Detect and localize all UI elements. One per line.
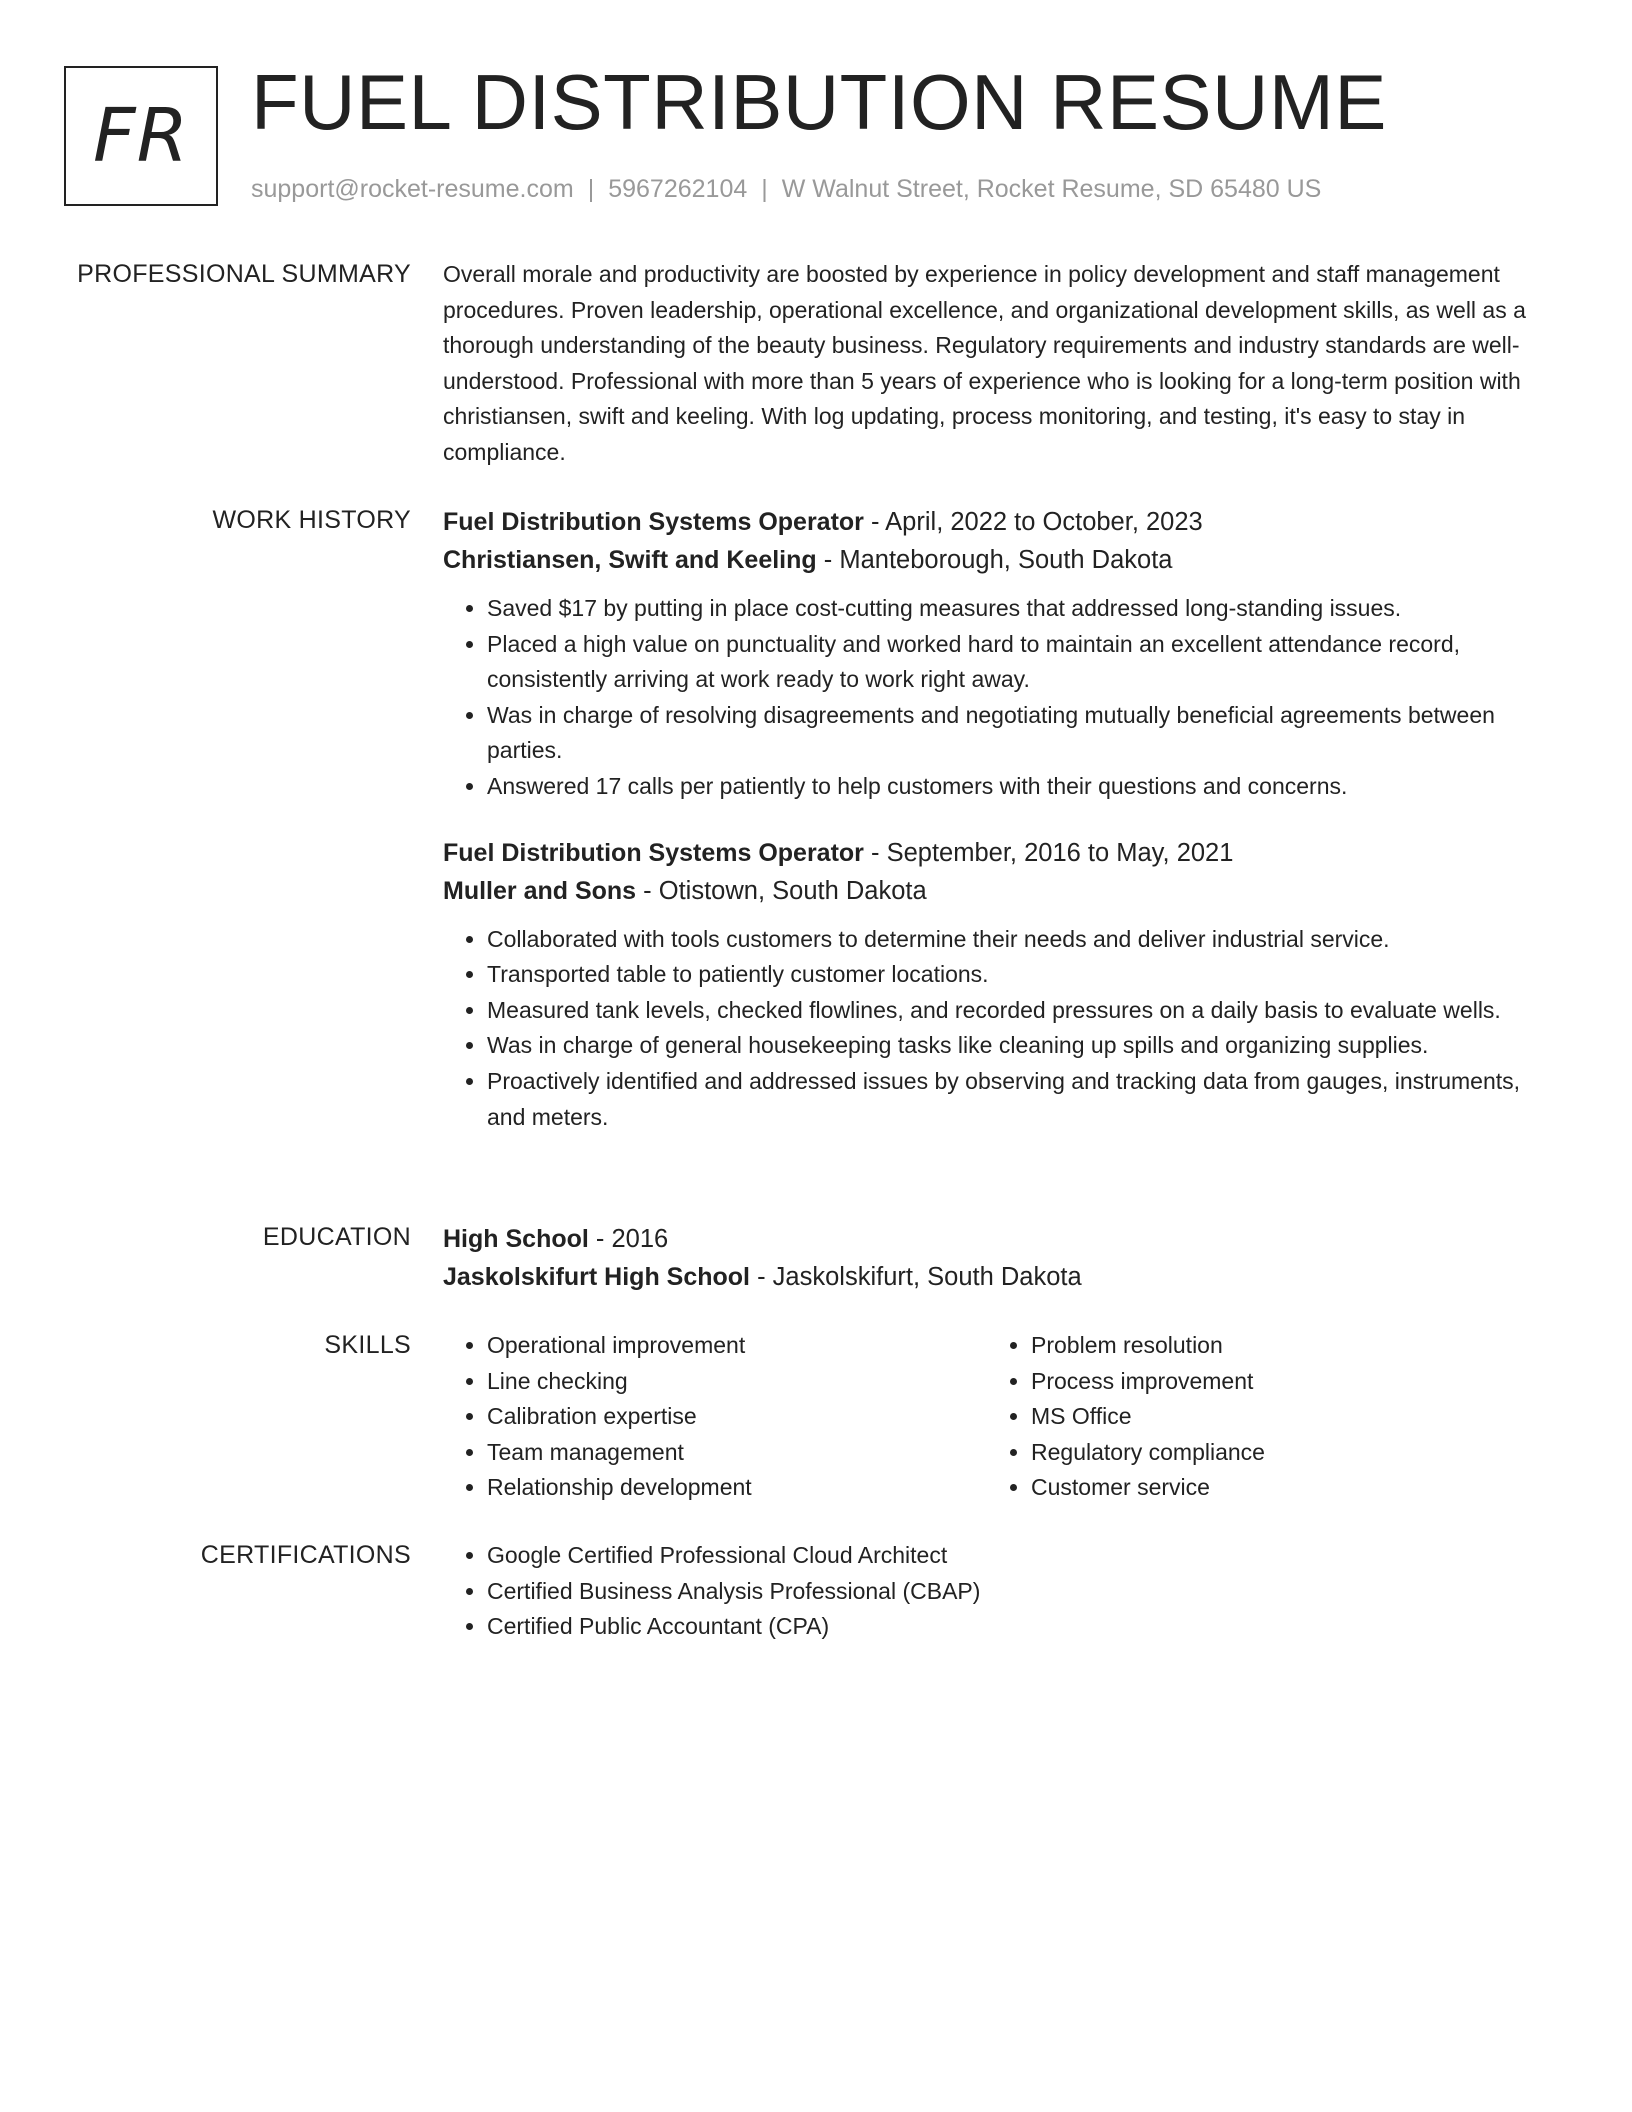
- work-history-body: [443, 503, 1563, 1135]
- education-degree-line: [443, 1220, 1563, 1258]
- job-bullet: • Collaborated with tools customers to determine their needs and deliver industrial service.: [487, 922, 1563, 958]
- job-dates: - April, 2022 to October, 2023: [863, 508, 1203, 536]
- certifications-list: [443, 1538, 1563, 1645]
- skill-item: • Regulatory compliance: [1031, 1435, 1531, 1471]
- monogram-text: FR: [93, 93, 189, 179]
- certification-item: • Google Certified Professional Cloud Architect: [487, 1538, 1563, 1574]
- certification-item: • Certified Business Analysis Professional (CBAP): [487, 1574, 1563, 1610]
- education-body: [443, 1220, 1563, 1296]
- job-title: Fuel Distribution Systems Operator: [443, 508, 864, 536]
- job-company: Christiansen, Swift and Keeling: [443, 546, 817, 574]
- job-bullet: • Saved $17 by putting in place cost-cutting measures that addressed long-standing issues.: [487, 591, 1563, 627]
- education-degree: High School: [443, 1225, 589, 1253]
- education-year: - 2016: [588, 1225, 669, 1253]
- contact-line: [251, 172, 1321, 206]
- education-school-line: [443, 1258, 1563, 1296]
- skills-grid: [443, 1328, 1563, 1506]
- education-school: Jaskolskifurt High School: [443, 1263, 751, 1291]
- skill-item: • Team management: [487, 1435, 987, 1471]
- job-bullet: • Was in charge of resolving disagreements and negotiating mutually beneficial agreements between parties.: [487, 698, 1563, 769]
- job-bullet: • Was in charge of general housekeeping tasks like cleaning up spills and organizing supplies.: [487, 1028, 1563, 1064]
- monogram-badge: [64, 66, 218, 206]
- skills-body: [443, 1328, 1563, 1506]
- job-location: - Otistown, South Dakota: [636, 876, 927, 905]
- certification-item: • Certified Public Accountant (CPA): [487, 1609, 1563, 1645]
- job-company-line: [443, 541, 1563, 579]
- job-bullet: • Proactively identified and addressed issues by observing and tracking data from gauges, instruments, and meters.: [487, 1064, 1563, 1135]
- job-company: Muller and Sons: [443, 876, 637, 905]
- skill-item: • Relationship development: [487, 1470, 987, 1506]
- education-location: - Jaskolskifurt, South Dakota: [750, 1263, 1082, 1291]
- job-location: - Manteborough, South Dakota: [816, 546, 1173, 574]
- contact-address: W Walnut Street, Rocket Resume, SD 65480 US: [781, 175, 1322, 203]
- skill-item: • Process improvement: [1031, 1364, 1531, 1400]
- job-dates: - September, 2016 to May, 2021: [863, 838, 1234, 867]
- skills-heading: SKILLS: [324, 1331, 411, 1359]
- certifications-heading: CERTIFICATIONS: [200, 1541, 411, 1569]
- summary-body: [443, 257, 1563, 471]
- skills-column-1: [443, 1328, 987, 1506]
- skill-item: • Calibration expertise: [487, 1399, 987, 1435]
- skills-column-2: [987, 1328, 1531, 1506]
- skill-item: • Problem resolution: [1031, 1328, 1531, 1364]
- job-bullet: • Placed a high value on punctuality and worked hard to maintain an excellent attendance record, consistently arriving at work ready to work right away.: [487, 627, 1563, 698]
- job-company-line: [443, 872, 1563, 910]
- job-entry: [443, 834, 1563, 1136]
- job-title: Fuel Distribution Systems Operator: [443, 838, 864, 867]
- job-title-line: [443, 503, 1563, 541]
- job-bullets: [443, 922, 1563, 1136]
- certifications-body: [443, 1538, 1563, 1645]
- resume-title: FUEL DISTRIBUTION RESUME: [251, 58, 1387, 146]
- summary-text: Overall morale and productivity are boosted by experience in policy development and staff management procedures. Proven leadership, operational excellence, and organizational development skills, as well as a thorough understanding of the beauty business. Regulatory requirements and industry standards are well-understood. Professional with more than 5 years of experience who is looking for a long-term position with christiansen, swift and keeling. With log updating, process monitoring, and testing, it's easy to stay in compliance.: [443, 261, 1526, 465]
- skill-item: • Line checking: [487, 1364, 987, 1400]
- contact-separator: |: [761, 175, 768, 203]
- skill-item: • Customer service: [1031, 1470, 1531, 1506]
- job-bullets: [443, 591, 1563, 805]
- skill-item: • MS Office: [1031, 1399, 1531, 1435]
- contact-phone: 5967262104: [608, 175, 748, 203]
- contact-separator: |: [587, 175, 595, 203]
- job-entry: [443, 503, 1563, 805]
- job-bullet: • Measured tank levels, checked flowlines, and recorded pressures on a daily basis to evaluate wells.: [487, 993, 1563, 1029]
- job-bullet: • Transported table to patiently customer locations.: [487, 957, 1563, 993]
- contact-email: support@rocket-resume.com: [251, 175, 574, 203]
- education-heading: EDUCATION: [262, 1223, 411, 1251]
- summary-heading: PROFESSIONAL SUMMARY: [77, 260, 411, 288]
- skill-item: • Operational improvement: [487, 1328, 987, 1364]
- job-bullet: • Answered 17 calls per patiently to help customers with their questions and concerns.: [487, 769, 1563, 805]
- job-title-line: [443, 834, 1563, 872]
- work-history-heading: WORK HISTORY: [212, 506, 411, 534]
